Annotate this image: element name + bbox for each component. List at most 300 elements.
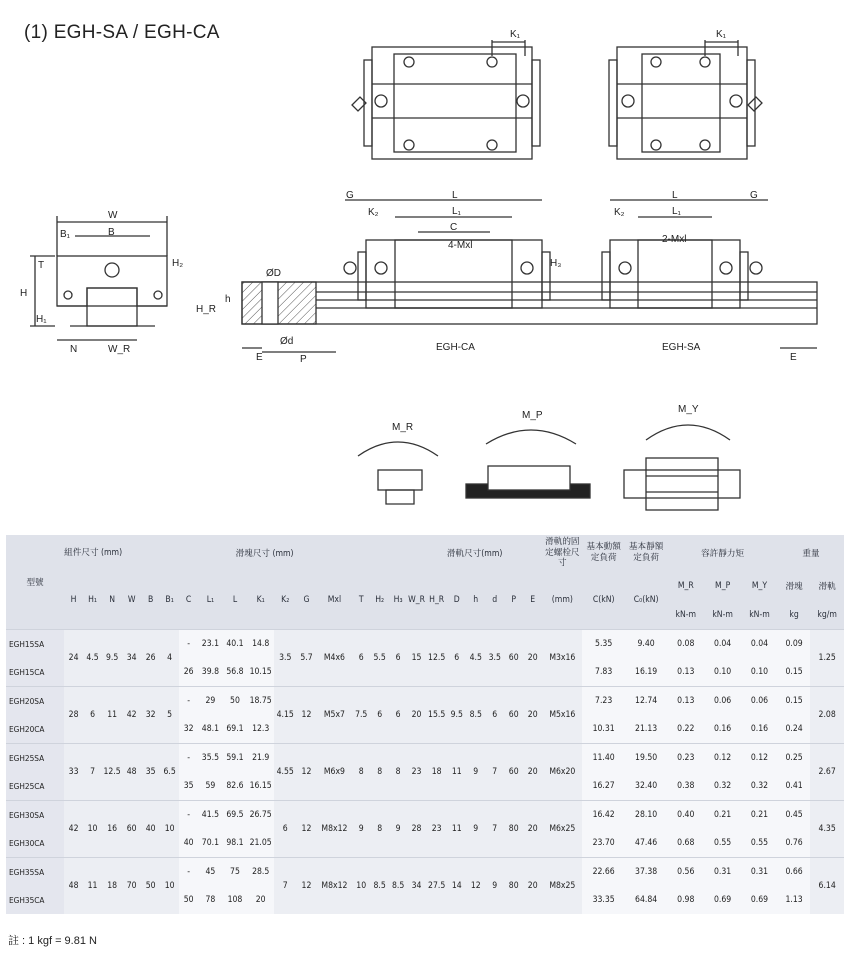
label-g-left: G	[346, 190, 354, 201]
cell-bolt: M3x16	[542, 630, 582, 687]
label-h: H	[20, 288, 28, 299]
cell-h2: 5.5	[370, 630, 389, 687]
cell-mp: 0.12	[704, 744, 741, 773]
cell-c0: 28.10	[625, 801, 667, 830]
cell-n: 9.5	[102, 630, 122, 687]
cell-d: 9.5	[447, 687, 466, 744]
label-t: T	[38, 260, 45, 271]
cell-wb: 0.76	[778, 829, 810, 858]
group-dynamic-load: 基本動額定負荷	[582, 535, 624, 571]
cell-h1: 6	[83, 687, 102, 744]
cell-k1: 10.15	[247, 658, 274, 687]
cell-d: 14	[447, 858, 466, 915]
cell-e: 20	[523, 687, 542, 744]
col-header: L	[223, 571, 248, 630]
cell-g: 5.7	[296, 630, 316, 687]
col-header: C₀(kN)	[625, 571, 667, 630]
label-h3: H₃	[550, 258, 562, 269]
label-k1-ca: K₁	[510, 29, 521, 40]
model-cell: EGH20SA	[6, 687, 64, 716]
col-header: h	[466, 571, 485, 630]
label-h2: H₂	[172, 258, 184, 269]
label-mr: M_R	[392, 422, 414, 433]
cell-t: 10	[352, 858, 370, 915]
cell-c0: 21.13	[625, 715, 667, 744]
cell-h2: 6	[370, 687, 389, 744]
cell-k2: 6	[274, 801, 296, 858]
cell-my: 0.69	[741, 886, 778, 914]
cell-t: 7.5	[352, 687, 370, 744]
cell-hr: 12.5	[426, 630, 447, 687]
cell-c0: 64.84	[625, 886, 667, 914]
cell-mr: 0.23	[667, 744, 704, 773]
spec-table-body	[6, 630, 844, 915]
cell-my: 0.06	[741, 687, 778, 716]
col-header: d	[485, 571, 504, 630]
cell-l1: 41.5	[198, 801, 223, 830]
cell-c: 50	[179, 886, 198, 914]
cell-b: 32	[141, 687, 160, 744]
model-cell: EGH15CA	[6, 658, 64, 687]
cell-k1: 18.75	[247, 687, 274, 716]
cell-l: 69.5	[223, 801, 248, 830]
cell-e: 20	[523, 630, 542, 687]
cell-mp: 0.21	[704, 801, 741, 830]
cell-c: 26	[179, 658, 198, 687]
cell-k1: 12.3	[247, 715, 274, 744]
cell-h: 12	[466, 858, 485, 915]
cell-b: 35	[141, 744, 160, 801]
group-bolt: 滑軌的固定螺栓尺寸	[542, 535, 582, 571]
col-header: 滑塊	[778, 571, 810, 601]
label-l1-ca: L₁	[452, 206, 461, 217]
cell-rail-weight: 1.25	[810, 630, 844, 687]
cell-l: 98.1	[223, 829, 248, 858]
cell-h: 24	[64, 630, 83, 687]
label-c: C	[450, 222, 458, 233]
label-egh-ca: EGH-CA	[436, 342, 475, 353]
unit-header: kN-m	[704, 601, 741, 630]
col-header: H₃	[389, 571, 407, 630]
label-h1: H₁	[36, 314, 47, 325]
cell-l: 56.8	[223, 658, 248, 687]
cell-p: 60	[504, 630, 523, 687]
cell-wb: 0.66	[778, 858, 810, 887]
cell-d: 6	[447, 630, 466, 687]
col-header: M_P	[704, 571, 741, 601]
cell-my: 0.55	[741, 829, 778, 858]
cell-t: 9	[352, 801, 370, 858]
cell-wb: 0.15	[778, 687, 810, 716]
cell-l1: 29	[198, 687, 223, 716]
cell-wb: 0.25	[778, 744, 810, 773]
top-view-ca	[352, 40, 540, 159]
cell-k2: 4.15	[274, 687, 296, 744]
cell-d: 7	[485, 801, 504, 858]
column-header-row	[6, 571, 844, 601]
cell-d: 6	[485, 687, 504, 744]
cell-k2: 7	[274, 858, 296, 915]
cell-t: 6	[352, 630, 370, 687]
cell-mxl: M8x12	[317, 801, 353, 858]
cell-g: 12	[296, 858, 316, 915]
label-k2-ca: K₂	[368, 207, 379, 218]
cell-c0: 37.38	[625, 858, 667, 887]
cell-rail-weight: 2.67	[810, 744, 844, 801]
model-cell: EGH25CA	[6, 772, 64, 801]
group-rail: 滑軌尺寸(mm)	[407, 535, 542, 571]
group-weight: 重量	[778, 535, 844, 571]
table-row	[6, 858, 844, 887]
col-header: P	[504, 571, 523, 630]
cell-h2: 8	[370, 744, 389, 801]
cell-l1: 78	[198, 886, 223, 914]
cell-d: 9	[485, 858, 504, 915]
cell-mr: 0.98	[667, 886, 704, 914]
cell-e: 20	[523, 801, 542, 858]
cell-c: 40	[179, 829, 198, 858]
col-header: H₂	[370, 571, 389, 630]
col-header: K₁	[247, 571, 274, 630]
col-header: E	[523, 571, 542, 630]
cell-c0: 12.74	[625, 687, 667, 716]
label-n: N	[70, 344, 78, 355]
cell-k1: 21.05	[247, 829, 274, 858]
cell-cdyn: 23.70	[582, 829, 624, 858]
cell-cdyn: 7.83	[582, 658, 624, 687]
label-2mxl: 2-Mxl	[662, 234, 687, 245]
model-cell: EGH35CA	[6, 886, 64, 914]
cell-mxl: M8x12	[317, 858, 353, 915]
label-mp: M_P	[522, 410, 543, 421]
cell-h1: 10	[83, 801, 102, 858]
cell-l: 82.6	[223, 772, 248, 801]
cell-l1: 48.1	[198, 715, 223, 744]
cell-h2: 8	[370, 801, 389, 858]
cell-c: -	[179, 687, 198, 716]
col-header: Mxl	[317, 571, 353, 630]
cell-k1: 16.15	[247, 772, 274, 801]
label-l-ca: L	[452, 190, 458, 201]
group-moment: 容許靜力矩	[667, 535, 778, 571]
cell-c: -	[179, 744, 198, 773]
label-k1-sa: K₁	[716, 29, 727, 40]
cell-w: 48	[122, 744, 141, 801]
table-row	[6, 801, 844, 830]
label-big-d: ØD	[266, 268, 281, 279]
cell-h: 28	[64, 687, 83, 744]
col-model: 型號	[6, 535, 64, 630]
cell-k1: 26.75	[247, 801, 274, 830]
cell-bolt: M8x25	[542, 858, 582, 915]
cell-mr: 0.22	[667, 715, 704, 744]
cell-c: -	[179, 858, 198, 887]
cell-my: 0.10	[741, 658, 778, 687]
cell-b1: 4	[160, 630, 179, 687]
cell-c0: 19.50	[625, 744, 667, 773]
cell-k2: 4.55	[274, 744, 296, 801]
cell-n: 16	[102, 801, 122, 858]
model-cell: EGH20CA	[6, 715, 64, 744]
cell-b: 50	[141, 858, 160, 915]
cell-cdyn: 10.31	[582, 715, 624, 744]
cell-rail-weight: 2.08	[810, 687, 844, 744]
top-view-sa	[609, 40, 762, 159]
model-cell: EGH35SA	[6, 858, 64, 887]
label-h-small: h	[225, 294, 231, 305]
label-b: B	[108, 227, 115, 238]
label-e-left: E	[256, 352, 263, 363]
cell-w: 60	[122, 801, 141, 858]
label-w: W	[108, 210, 118, 221]
col-header: W	[122, 571, 141, 630]
col-header: H₁	[83, 571, 102, 630]
label-my: M_Y	[678, 404, 699, 415]
group-static-load: 基本靜額定負荷	[625, 535, 667, 571]
cell-p: 60	[504, 687, 523, 744]
moment-diagrams	[358, 425, 740, 510]
cell-cdyn: 16.27	[582, 772, 624, 801]
cell-d: 11	[447, 801, 466, 858]
cell-b: 26	[141, 630, 160, 687]
cell-h3: 8.5	[389, 858, 407, 915]
cell-l1: 70.1	[198, 829, 223, 858]
cell-l: 59.1	[223, 744, 248, 773]
cell-k1: 14.8	[247, 630, 274, 659]
cell-c0: 9.40	[625, 630, 667, 659]
col-header: H	[64, 571, 83, 630]
label-4mxl: 4-Mxl	[448, 240, 473, 251]
cell-b1: 5	[160, 687, 179, 744]
cell-l: 50	[223, 687, 248, 716]
cell-cdyn: 22.66	[582, 858, 624, 887]
label-small-d: Ød	[280, 336, 294, 347]
col-header: D	[447, 571, 466, 630]
cell-d: 3.5	[485, 630, 504, 687]
cell-mr: 0.13	[667, 658, 704, 687]
cell-my: 0.16	[741, 715, 778, 744]
cell-hr: 18	[426, 744, 447, 801]
col-header: M_Y	[741, 571, 778, 601]
cell-bolt: M6x20	[542, 744, 582, 801]
col-header: W_R	[407, 571, 426, 630]
cell-h1: 7	[83, 744, 102, 801]
cell-mp: 0.10	[704, 658, 741, 687]
cell-h: 42	[64, 801, 83, 858]
cell-mp: 0.16	[704, 715, 741, 744]
cell-hr: 15.5	[426, 687, 447, 744]
col-header: B	[141, 571, 160, 630]
cell-rail-weight: 4.35	[810, 801, 844, 858]
label-l-sa: L	[672, 190, 678, 201]
label-l1-sa: L₁	[672, 206, 681, 217]
cell-l1: 35.5	[198, 744, 223, 773]
spec-table	[6, 535, 844, 914]
model-cell: EGH30CA	[6, 829, 64, 858]
cell-h: 8.5	[466, 687, 485, 744]
model-cell: EGH15SA	[6, 630, 64, 659]
cell-mr: 0.38	[667, 772, 704, 801]
cell-c0: 32.40	[625, 772, 667, 801]
unit-header: kN-m	[667, 601, 704, 630]
cell-cdyn: 5.35	[582, 630, 624, 659]
cell-e: 20	[523, 858, 542, 915]
cell-d: 7	[485, 744, 504, 801]
unit-header: kg/m	[810, 601, 844, 630]
label-k2-sa: K₂	[614, 207, 625, 218]
cell-k1: 20	[247, 886, 274, 914]
table-row	[6, 630, 844, 659]
cell-h3: 9	[389, 801, 407, 858]
cell-mp: 0.06	[704, 687, 741, 716]
cell-c: -	[179, 630, 198, 659]
cell-h3: 6	[389, 630, 407, 687]
cell-h: 9	[466, 744, 485, 801]
col-header: K₂	[274, 571, 296, 630]
cell-g: 12	[296, 744, 316, 801]
cell-wb: 0.09	[778, 630, 810, 659]
cell-hr: 23	[426, 801, 447, 858]
cell-cdyn: 7.23	[582, 687, 624, 716]
label-b1: B₁	[60, 229, 71, 240]
cell-l1: 45	[198, 858, 223, 887]
cell-cdyn: 16.42	[582, 801, 624, 830]
label-g-right: G	[750, 190, 758, 201]
cell-mxl: M4x6	[317, 630, 353, 687]
cell-b1: 10	[160, 801, 179, 858]
cell-k1: 21.9	[247, 744, 274, 773]
cell-d: 11	[447, 744, 466, 801]
group-block: 滑塊尺寸 (mm)	[122, 535, 407, 571]
cell-mr: 0.68	[667, 829, 704, 858]
cell-h: 4.5	[466, 630, 485, 687]
cell-p: 80	[504, 858, 523, 915]
label-hr: H_R	[196, 304, 217, 315]
cell-l1: 23.1	[198, 630, 223, 659]
cell-hr: 27.5	[426, 858, 447, 915]
cell-l1: 59	[198, 772, 223, 801]
cell-mxl: M5x7	[317, 687, 353, 744]
cell-n: 11	[102, 687, 122, 744]
cell-mp: 0.69	[704, 886, 741, 914]
cell-c0: 47.46	[625, 829, 667, 858]
cell-h: 33	[64, 744, 83, 801]
cell-bolt: M5x16	[542, 687, 582, 744]
cell-wr: 23	[407, 744, 426, 801]
label-e-right: E	[790, 352, 797, 363]
section-title: (1) EGH-SA / EGH-CA	[24, 22, 220, 43]
cell-mr: 0.08	[667, 630, 704, 659]
col-header: H_R	[426, 571, 447, 630]
spec-table-container	[6, 535, 844, 914]
unit-header: kg	[778, 601, 810, 630]
cell-h: 9	[466, 801, 485, 858]
cell-mr: 0.13	[667, 687, 704, 716]
cell-h2: 8.5	[370, 858, 389, 915]
cell-wb: 0.24	[778, 715, 810, 744]
cell-mp: 0.04	[704, 630, 741, 659]
table-row	[6, 687, 844, 716]
col-header: T	[352, 571, 370, 630]
cell-wr: 34	[407, 858, 426, 915]
cell-b1: 6.5	[160, 744, 179, 801]
label-wr: W_R	[108, 344, 131, 355]
cell-c0: 16.19	[625, 658, 667, 687]
cell-g: 12	[296, 687, 316, 744]
cell-l: 69.1	[223, 715, 248, 744]
col-header: 滑軌	[810, 571, 844, 601]
cell-b: 40	[141, 801, 160, 858]
cell-k2: 3.5	[274, 630, 296, 687]
cell-my: 0.21	[741, 801, 778, 830]
cell-cdyn: 11.40	[582, 744, 624, 773]
cell-w: 70	[122, 858, 141, 915]
col-header: G	[296, 571, 316, 630]
cell-w: 34	[122, 630, 141, 687]
cell-t: 8	[352, 744, 370, 801]
col-header: M_R	[667, 571, 704, 601]
cell-wr: 28	[407, 801, 426, 858]
cell-my: 0.32	[741, 772, 778, 801]
side-elevation-view	[242, 200, 817, 352]
cell-b1: 10	[160, 858, 179, 915]
model-cell: EGH25SA	[6, 744, 64, 773]
cell-h1: 4.5	[83, 630, 102, 687]
cell-mr: 0.40	[667, 801, 704, 830]
label-p: P	[300, 354, 307, 365]
cell-h3: 8	[389, 744, 407, 801]
label-egh-sa: EGH-SA	[662, 342, 701, 353]
cell-p: 60	[504, 744, 523, 801]
cell-wb: 0.45	[778, 801, 810, 830]
col-header: N	[102, 571, 122, 630]
cell-bolt: M6x25	[542, 801, 582, 858]
cell-my: 0.12	[741, 744, 778, 773]
col-header: L₁	[198, 571, 223, 630]
cell-n: 18	[102, 858, 122, 915]
cell-c: -	[179, 801, 198, 830]
cell-c: 35	[179, 772, 198, 801]
cell-cdyn: 33.35	[582, 886, 624, 914]
cell-wr: 15	[407, 630, 426, 687]
cell-mr: 0.56	[667, 858, 704, 887]
col-header: B₁	[160, 571, 179, 630]
col-header: C(kN)	[582, 571, 624, 630]
footnote: 註 : 1 kgf = 9.81 N	[8, 935, 97, 947]
cell-h3: 6	[389, 687, 407, 744]
col-header: C	[179, 571, 198, 630]
cell-wb: 1.13	[778, 886, 810, 914]
model-cell: EGH30SA	[6, 801, 64, 830]
cell-my: 0.04	[741, 630, 778, 659]
cell-l: 75	[223, 858, 248, 887]
cell-mp: 0.32	[704, 772, 741, 801]
cell-mxl: M6x9	[317, 744, 353, 801]
cell-wr: 20	[407, 687, 426, 744]
cell-l1: 39.8	[198, 658, 223, 687]
cell-mp: 0.55	[704, 829, 741, 858]
cell-rail-weight: 6.14	[810, 858, 844, 915]
col-header: (mm)	[542, 571, 582, 630]
cell-e: 20	[523, 744, 542, 801]
cell-n: 12.5	[102, 744, 122, 801]
table-row	[6, 744, 844, 773]
cell-my: 0.31	[741, 858, 778, 887]
cell-wb: 0.15	[778, 658, 810, 687]
cell-h1: 11	[83, 858, 102, 915]
cell-c: 32	[179, 715, 198, 744]
cell-g: 12	[296, 801, 316, 858]
